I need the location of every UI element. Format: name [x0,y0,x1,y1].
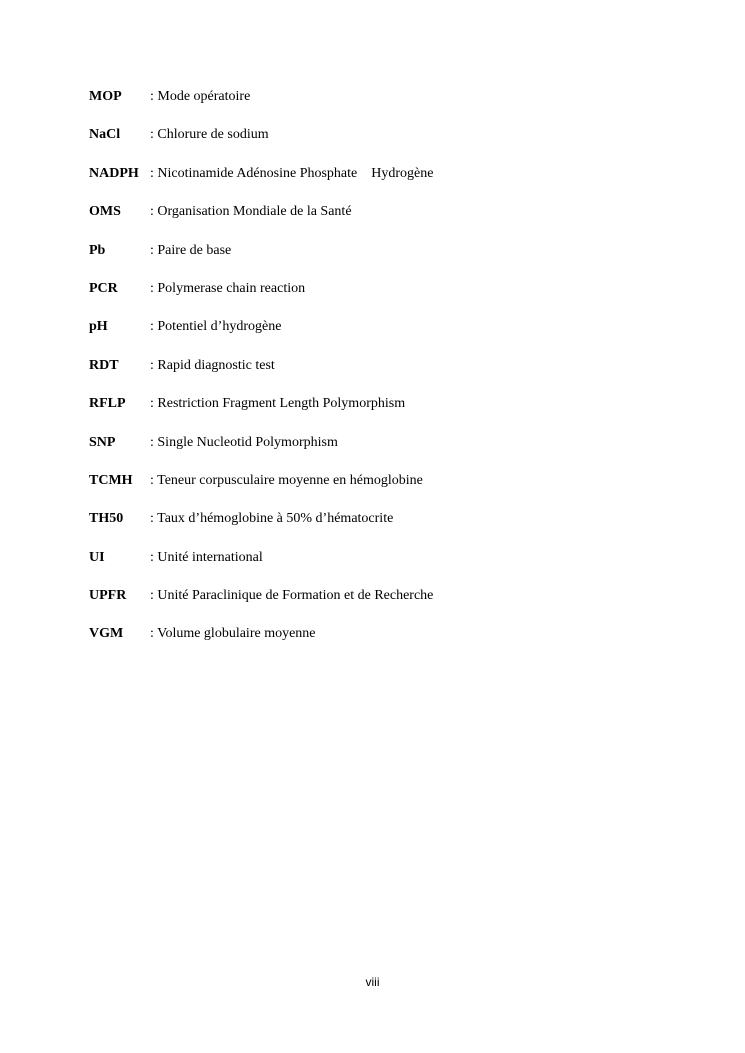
abbreviation-definition: : Organisation Mondiale de la Santé [150,204,352,220]
abbreviation-row [89,126,649,164]
abbreviation-definition: : Volume globulaire moyenne [150,626,316,642]
abbreviation-term: TCMH [89,472,133,488]
abbreviation-row [89,472,649,510]
abbreviation-definition: : Chlorure de sodium [150,127,269,143]
page-number: viii [365,975,380,989]
abbreviation-list [89,88,649,664]
abbreviation-term: NaCl [89,127,121,143]
abbreviation-definition: : Paire de base [150,242,232,258]
abbreviation-term: Pb [89,242,106,258]
abbreviation-row [89,318,649,356]
abbreviation-term: UPFR [89,588,127,604]
abbreviation-term: RFLP [89,396,126,412]
abbreviation-row [89,88,649,126]
abbreviation-row [89,510,649,548]
abbreviation-definition: : Nicotinamide Adénosine Phosphate Hydrogène [150,165,434,181]
abbreviation-row [89,203,649,241]
abbreviation-term: MOP [89,89,122,104]
abbreviation-row [89,434,649,472]
abbreviation-definition: : Potentiel d’hydrogène [150,319,282,335]
abbreviation-term: OMS [89,204,121,220]
abbreviation-row [89,549,649,587]
abbreviation-definition: : Mode opératoire [150,89,251,104]
abbreviation-term: UI [89,549,105,565]
abbreviation-definition: : Restriction Fragment Length Polymorphism [150,396,406,412]
abbreviation-term: SNP [89,434,116,450]
abbreviation-definition: : Rapid diagnostic test [150,357,275,373]
abbreviation-definition: : Single Nucleotid Polymorphism [150,434,338,450]
abbreviation-term: PCR [89,280,118,296]
abbreviation-term: VGM [89,626,124,642]
abbreviation-definition: : Unité Paraclinique de Formation et de Recherche [150,588,434,604]
abbreviation-row [89,165,649,203]
abbreviation-definition: : Teneur corpusculaire moyenne en hémoglobine [150,472,423,488]
abbreviation-row [89,280,649,318]
abbreviation-row [89,395,649,433]
abbreviation-term: RDT [89,357,119,373]
abbreviation-row [89,242,649,280]
abbreviation-row [89,625,649,663]
abbreviation-definition: : Polymerase chain reaction [150,280,306,296]
abbreviation-definition: : Taux d’hémoglobine à 50% d’hématocrite [150,511,394,527]
abbreviation-row [89,587,649,625]
abbreviation-term: pH [89,319,108,335]
abbreviation-definition: : Unité international [150,549,263,565]
abbreviation-term: TH50 [89,511,124,527]
abbreviation-term: NADPH [89,165,139,181]
abbreviation-row [89,357,649,395]
